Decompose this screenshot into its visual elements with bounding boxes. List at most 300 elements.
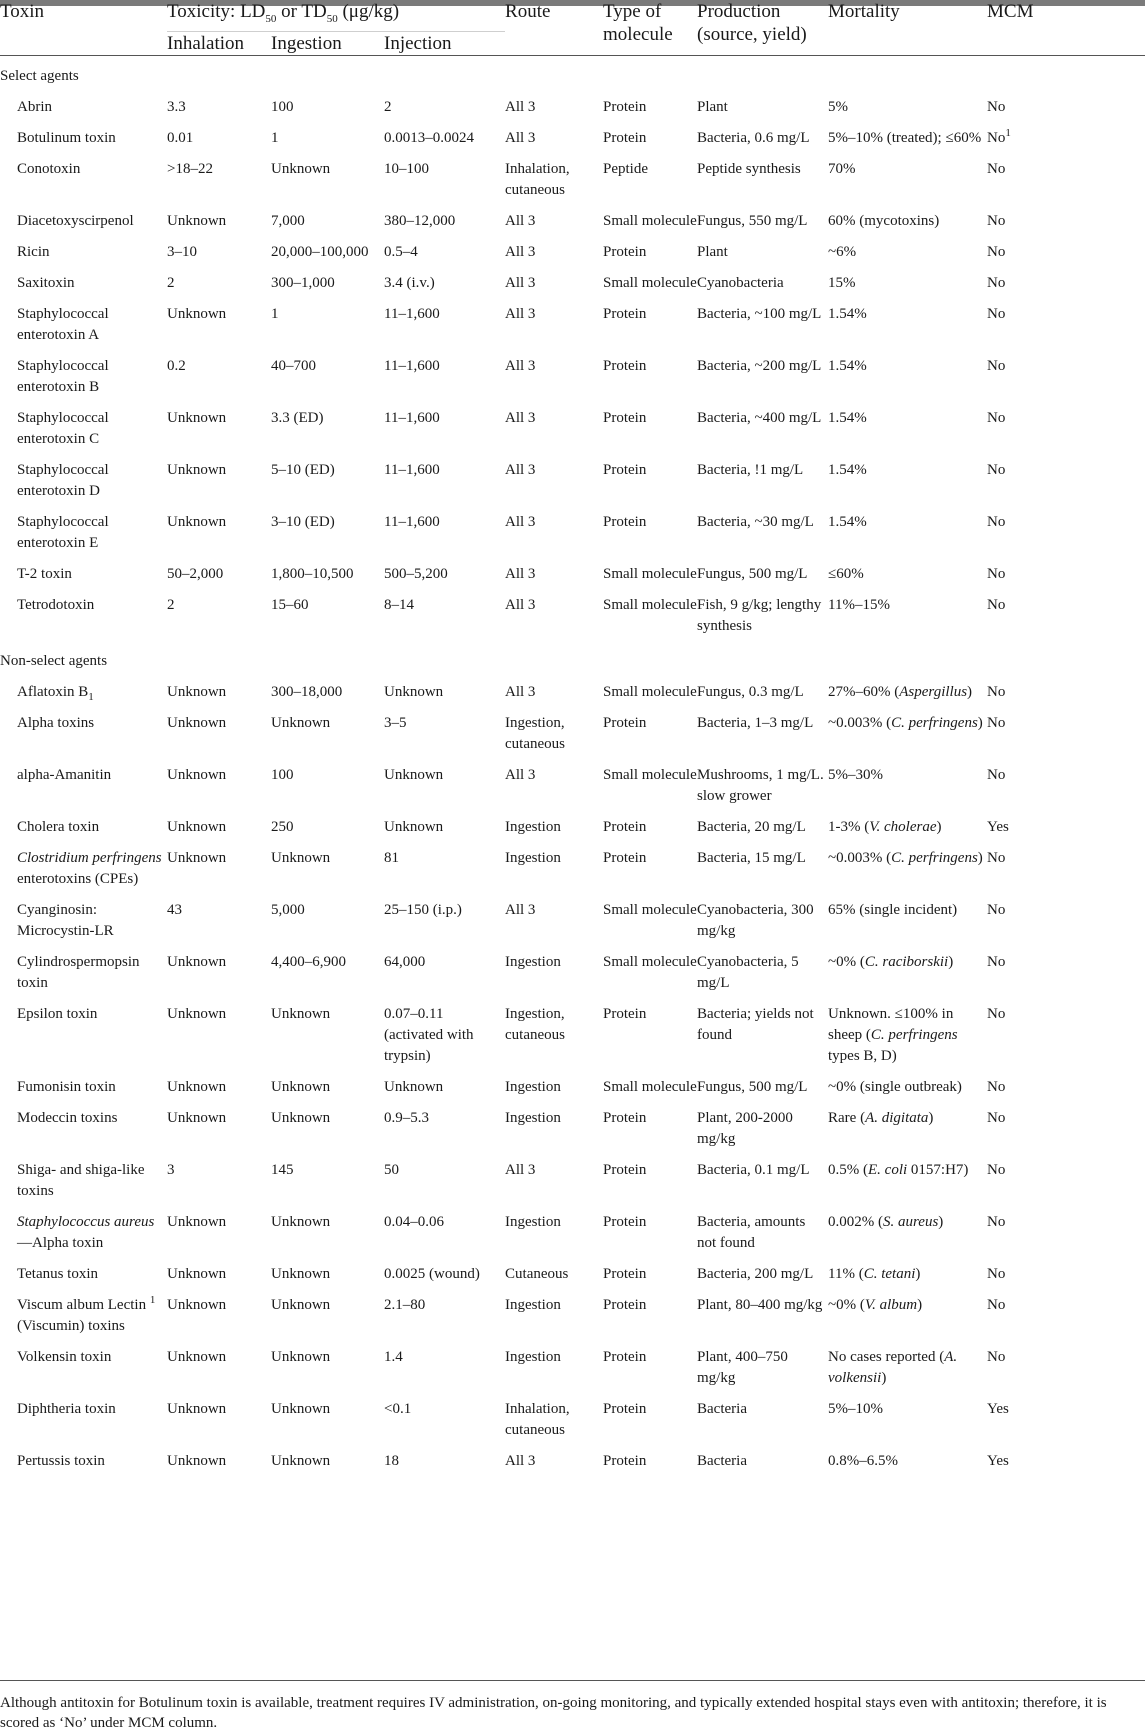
cell-inhalation: Unknown [167, 306, 227, 322]
select-agents-group [0, 56, 1145, 642]
cell-mortality: 0.5% (E. coli 0157:H7) [828, 1162, 969, 1178]
cell-mortality: ~0% (single outbreak) [828, 1079, 962, 1095]
cell-type: Small molecule [603, 767, 697, 783]
cell-mcm: No [987, 1110, 1006, 1126]
cell-route: All 3 [505, 1162, 536, 1178]
cell-inhalation: Unknown [167, 1079, 227, 1095]
cell-route: Ingestion [505, 850, 561, 866]
cell-mortality: 5%–10% [828, 1401, 884, 1417]
cell-production: Fungus, 0.3 mg/L [697, 684, 804, 700]
cell-ingestion: Unknown [271, 1110, 331, 1126]
cell-injection: 1.4 [384, 1349, 403, 1365]
cell-production: Plant, 200-2000 mg/kg [697, 1110, 793, 1147]
cell-production: Fungus, 550 mg/L [697, 213, 808, 229]
cell-injection: 11–1,600 [384, 410, 440, 426]
cell-inhalation: 2 [167, 275, 175, 291]
cell-route: Ingestion, cutaneous [505, 715, 565, 752]
cell-inhalation: Unknown [167, 850, 227, 866]
cell-inhalation: Unknown [167, 819, 227, 835]
table-row [0, 894, 1145, 946]
col-ingestion-header: Ingestion [271, 33, 342, 54]
cell-type: Protein [603, 1110, 647, 1126]
cell-injection: 0.07–0.11 (activated with trypsin) [384, 1006, 474, 1064]
cell-production: Bacteria, 20 mg/L [697, 819, 806, 835]
table-row [0, 998, 1145, 1071]
cell-route: Ingestion [505, 1349, 561, 1365]
cell-type: Protein [603, 358, 647, 374]
cell-production: Bacteria, ~400 mg/L [697, 410, 822, 426]
footnote: Although antitoxin for Botulinum toxin is available, treatment requires IV administration, on-going monitoring, and typically extended hospital stays even with antitoxin; therefore, it is scored as ‘No’ under MCM column. [0, 1680, 1145, 1733]
cell-mcm: No [987, 597, 1006, 613]
cell-route: Ingestion [505, 1214, 561, 1230]
cell-mortality: 27%–60% (Aspergillus) [828, 684, 973, 700]
cell-mortality: No cases reported (A. volkensii) [828, 1349, 958, 1386]
cell-injection: 500–5,200 [384, 566, 448, 582]
cell-mcm: No [987, 684, 1006, 700]
cell-mortality: 5% [828, 99, 849, 115]
cell-ingestion: 1 [271, 130, 279, 146]
cell-mortality: 0.002% (S. aureus) [828, 1214, 944, 1230]
cell-inhalation: 0.2 [167, 358, 186, 374]
cell-ingestion: 7,000 [271, 213, 305, 229]
cell-type: Protein [603, 244, 647, 260]
cell-inhalation: Unknown [167, 1266, 227, 1282]
cell-injection: 0.9–5.3 [384, 1110, 429, 1126]
cell-type: Protein [603, 514, 647, 530]
cell-mcm: No [987, 213, 1006, 229]
table-row [0, 350, 1145, 402]
cell-mortality: ≤60% [828, 566, 864, 582]
cell-inhalation: Unknown [167, 715, 227, 731]
cell-production: Bacteria [697, 1453, 747, 1469]
cell-inhalation: 2 [167, 597, 175, 613]
cell-mcm: No [987, 1006, 1006, 1022]
cell-production: Peptide synthesis [697, 161, 801, 177]
cell-type: Small molecule [603, 684, 697, 700]
cell-ingestion: 100 [271, 99, 294, 115]
cell-mortality: 65% (single incident) [828, 902, 958, 918]
cell-ingestion: Unknown [271, 1453, 331, 1469]
cell-injection: 11–1,600 [384, 462, 440, 478]
cell-ingestion: Unknown [271, 1214, 331, 1230]
cell-route: Inhalation, cutaneous [505, 1401, 570, 1438]
table-row [0, 589, 1145, 641]
table-row [0, 267, 1145, 298]
cell-production: Fungus, 500 mg/L [697, 1079, 808, 1095]
cell-ingestion: Unknown [271, 850, 331, 866]
col-route-header: Route [505, 1, 551, 22]
cell-mortality: ~0.003% (C. perfringens) [828, 715, 983, 731]
cell-injection: 2.1–80 [384, 1297, 426, 1313]
cell-inhalation: >18–22 [167, 161, 213, 177]
cell-injection: 50 [384, 1162, 399, 1178]
cell-inhalation: Unknown [167, 410, 227, 426]
col-type-header: Type of molecule [603, 1, 673, 45]
cell-inhalation: Unknown [167, 1349, 227, 1365]
cell-inhalation: Unknown [167, 1401, 227, 1417]
table-row [0, 1445, 1145, 1476]
cell-injection: 3–5 [384, 715, 407, 731]
cell-type: Protein [603, 1401, 647, 1417]
col-production-header: Production (source, yield) [697, 1, 807, 45]
cell-mcm: No [987, 954, 1006, 970]
table-row [0, 1102, 1145, 1154]
cell-mcm: No [987, 1266, 1006, 1282]
cell-route: All 3 [505, 462, 536, 478]
cell-injection: 2 [384, 99, 392, 115]
cell-injection: 0.5–4 [384, 244, 418, 260]
cell-ingestion: 300–1,000 [271, 275, 335, 291]
cell-inhalation: Unknown [167, 1453, 227, 1469]
cell-type: Small molecule [603, 1079, 697, 1095]
cell-inhalation: Unknown [167, 1006, 227, 1022]
cell-ingestion: 250 [271, 819, 294, 835]
cell-route: All 3 [505, 1453, 536, 1469]
cell-route: Ingestion [505, 1110, 561, 1126]
cell-route: All 3 [505, 684, 536, 700]
non-select-agents-group [0, 641, 1145, 1476]
cell-mcm: No [987, 1349, 1006, 1365]
table-row [0, 454, 1145, 506]
cell-route: All 3 [505, 902, 536, 918]
cell-type: Protein [603, 462, 647, 478]
cell-injection: Unknown [384, 767, 444, 783]
cell-type: Protein [603, 1214, 647, 1230]
cell-ingestion: 5,000 [271, 902, 305, 918]
cell-type: Protein [603, 99, 647, 115]
cell-injection: Unknown [384, 684, 444, 700]
cell-mortality: 1.54% [828, 306, 867, 322]
cell-mortality: 1.54% [828, 358, 867, 374]
table-header [0, 0, 1145, 56]
cell-type: Protein [603, 1006, 647, 1022]
cell-ingestion: 1 [271, 306, 279, 322]
cell-mcm: No [987, 306, 1006, 322]
cell-type: Protein [603, 1349, 647, 1365]
cell-injection: Unknown [384, 1079, 444, 1095]
cell-type: Protein [603, 850, 647, 866]
cell-inhalation: Unknown [167, 1297, 227, 1313]
table-row [0, 298, 1145, 350]
table-row [0, 506, 1145, 558]
cell-type: Small molecule [603, 275, 697, 291]
cell-toxin: Staphylococcal enterotoxin E [17, 514, 109, 551]
cell-injection: 11–1,600 [384, 306, 440, 322]
col-toxin-header: Toxin [0, 1, 45, 22]
cell-type: Small molecule [603, 597, 697, 613]
cell-production: Plant [697, 244, 728, 260]
group-label-nonselect: Non-select agents [0, 653, 108, 669]
cell-production: Bacteria [697, 1401, 747, 1417]
cell-production: Bacteria, ~30 mg/L [697, 514, 814, 530]
cell-mortality: 11% (C. tetani) [828, 1266, 921, 1282]
table-row [0, 236, 1145, 267]
cell-toxin: Pertussis toxin [17, 1453, 105, 1469]
col-inhalation-header: Inhalation [167, 33, 245, 54]
cell-injection: 11–1,600 [384, 514, 440, 530]
table-row [0, 558, 1145, 589]
cell-route: All 3 [505, 99, 536, 115]
cell-inhalation: 50–2,000 [167, 566, 224, 582]
cell-ingestion: 4,400–6,900 [271, 954, 346, 970]
cell-type: Protein [603, 819, 647, 835]
cell-type: Protein [603, 1297, 647, 1313]
cell-mcm: No [987, 275, 1006, 291]
cell-ingestion: 15–60 [271, 597, 309, 613]
cell-route: All 3 [505, 130, 536, 146]
cell-injection: 0.04–0.06 [384, 1214, 444, 1230]
table-row [0, 946, 1145, 998]
cell-toxin: Staphylococcal enterotoxin D [17, 462, 109, 499]
cell-mortality: 1.54% [828, 462, 867, 478]
cell-type: Small molecule [603, 566, 697, 582]
cell-injection: 380–12,000 [384, 213, 456, 229]
toxicity-header-text: Toxicity: $LD_{50}$ or $TD_{50}$ (μg/kg) [167, 0, 505, 32]
cell-route: All 3 [505, 410, 536, 426]
cell-injection: 25–150 (i.p.) [384, 902, 462, 918]
cell-toxin: Diphtheria toxin [17, 1401, 116, 1417]
cell-ingestion: 3.3 (ED) [271, 410, 324, 426]
cell-injection: 81 [384, 850, 399, 866]
cell-toxin: Alpha toxins [17, 715, 95, 731]
col-mcm-header: MCM [987, 1, 1034, 22]
cell-route: Cutaneous [505, 1266, 569, 1282]
cell-injection: 0.0013–0.0024 [384, 130, 474, 146]
cell-ingestion: Unknown [271, 1297, 331, 1313]
cell-route: All 3 [505, 306, 536, 322]
cell-ingestion: Unknown [271, 1349, 331, 1365]
cell-toxin: alpha-Amanitin [17, 767, 112, 783]
cell-mortality: 70% [828, 161, 856, 177]
cell-mcm: No [987, 715, 1006, 731]
cell-type: Small molecule [603, 902, 697, 918]
table-row [0, 1154, 1145, 1206]
cell-ingestion: Unknown [271, 1079, 331, 1095]
cell-production: Bacteria, 0.1 mg/L [697, 1162, 810, 1178]
cell-toxin: Aflatoxin $B_1$ [17, 684, 94, 703]
cell-mcm: No [987, 1079, 1006, 1095]
cell-production: Bacteria, 1–3 mg/L [697, 715, 814, 731]
cell-toxin: Modeccin toxins [17, 1110, 118, 1126]
table-row [0, 759, 1145, 811]
cell-mcm: No$^1$ [987, 127, 1011, 146]
col-mortality-header: Mortality [828, 1, 900, 22]
cell-production: Bacteria, !1 mg/L [697, 462, 804, 478]
cell-injection: 18 [384, 1453, 399, 1469]
cell-injection: <0.1 [384, 1401, 412, 1417]
cell-mcm: Yes [987, 819, 1009, 835]
cell-route: Inhalation, cutaneous [505, 161, 570, 198]
col-injection-header: Injection [384, 33, 452, 54]
cell-type: Protein [603, 1162, 647, 1178]
cell-toxin: Epsilon toxin [17, 1006, 98, 1022]
cell-mortality: ~0.003% (C. perfringens) [828, 850, 983, 866]
table-row [0, 1393, 1145, 1445]
cell-production: Bacteria, ~100 mg/L [697, 306, 822, 322]
cell-mcm: No [987, 410, 1006, 426]
cell-type: Protein [603, 715, 647, 731]
cell-production: Cyanobacteria, 300 mg/kg [697, 902, 814, 939]
cell-toxin: T-2 toxin [17, 566, 72, 582]
cell-production: Bacteria, 0.6 mg/L [697, 130, 810, 146]
cell-mortality: 0.8%–6.5% [828, 1453, 899, 1469]
table-row [0, 1341, 1145, 1393]
cell-ingestion: 1,800–10,500 [271, 566, 354, 582]
cell-ingestion: 145 [271, 1162, 294, 1178]
cell-toxin: Staphylococcus aureus—Alpha toxin [17, 1214, 155, 1251]
cell-inhalation: 43 [167, 902, 182, 918]
cell-mcm: No [987, 161, 1006, 177]
cell-production: Fish, 9 g/kg; lengthy synthesis [697, 597, 822, 634]
table-row [0, 707, 1145, 759]
cell-production: Plant, 80–400 mg/kg [697, 1297, 823, 1313]
cell-toxin: Cyanginosin: Microcystin-LR [17, 902, 114, 939]
cell-toxin: Clostridium perfringens enterotoxins (CPEs) [17, 850, 162, 887]
cell-ingestion: 300–18,000 [271, 684, 343, 700]
cell-ingestion: 40–700 [271, 358, 316, 374]
table-row [0, 402, 1145, 454]
cell-toxin: Tetanus toxin [17, 1266, 99, 1282]
cell-mcm: No [987, 902, 1006, 918]
cell-toxin: Conotoxin [17, 161, 81, 177]
cell-ingestion: Unknown [271, 1401, 331, 1417]
cell-mortality: 15% [828, 275, 856, 291]
cell-production: Bacteria, 15 mg/L [697, 850, 806, 866]
cell-inhalation: 3.3 [167, 99, 186, 115]
table-row [0, 1258, 1145, 1289]
col-toxicity-header [167, 0, 505, 32]
cell-inhalation: Unknown [167, 954, 227, 970]
cell-inhalation: Unknown [167, 514, 227, 530]
cell-mcm: No [987, 1214, 1006, 1230]
cell-route: All 3 [505, 767, 536, 783]
cell-toxin: Tetrodotoxin [17, 597, 95, 613]
cell-mcm: No [987, 566, 1006, 582]
cell-ingestion: Unknown [271, 161, 331, 177]
cell-mortality: 1-3% (V. cholerae) [828, 819, 942, 835]
cell-mcm: Yes [987, 1453, 1009, 1469]
cell-toxin: Saxitoxin [17, 275, 75, 291]
cell-ingestion: 3–10 (ED) [271, 514, 335, 530]
cell-mcm: No [987, 99, 1006, 115]
table-row [0, 1289, 1145, 1341]
cell-toxin: Fumonisin toxin [17, 1079, 116, 1095]
cell-type: Protein [603, 1266, 647, 1282]
cell-toxin: Viscum album Lectin $^1$ (Viscumin) toxins [17, 1294, 156, 1334]
cell-production: Bacteria, ~200 mg/L [697, 358, 822, 374]
table-row [0, 91, 1145, 122]
cell-inhalation: Unknown [167, 767, 227, 783]
cell-production: Bacteria; yields not found [697, 1006, 814, 1043]
cell-toxin: Cholera toxin [17, 819, 100, 835]
cell-route: All 3 [505, 566, 536, 582]
cell-inhalation: 0.01 [167, 130, 194, 146]
table-row [0, 1071, 1145, 1102]
cell-mcm: No [987, 358, 1006, 374]
cell-mortality: 1.54% [828, 410, 867, 426]
cell-mortality: 1.54% [828, 514, 867, 530]
cell-mcm: Yes [987, 1401, 1009, 1417]
cell-route: All 3 [505, 597, 536, 613]
table-row [0, 842, 1145, 894]
cell-ingestion: 5–10 (ED) [271, 462, 335, 478]
cell-mcm: No [987, 767, 1006, 783]
cell-route: Ingestion [505, 954, 561, 970]
cell-injection: 0.0025 (wound) [384, 1266, 480, 1282]
cell-production: Plant [697, 99, 728, 115]
cell-injection: 3.4 (i.v.) [384, 275, 435, 291]
cell-mcm: No [987, 244, 1006, 260]
cell-type: Protein [603, 130, 647, 146]
table-row [0, 205, 1145, 236]
table-row [0, 811, 1145, 842]
cell-route: All 3 [505, 514, 536, 530]
cell-toxin: Diacetoxyscirpenol [17, 213, 134, 229]
cell-type: Protein [603, 1453, 647, 1469]
cell-production: Cyanobacteria, 5 mg/L [697, 954, 799, 991]
cell-production: Cyanobacteria [697, 275, 784, 291]
cell-production: Plant, 400–750 mg/kg [697, 1349, 788, 1386]
cell-mortality: 5%–10% (treated); ≤60% [828, 130, 982, 146]
cell-ingestion: Unknown [271, 1006, 331, 1022]
cell-route: Ingestion [505, 819, 561, 835]
cell-type: Protein [603, 306, 647, 322]
cell-ingestion: Unknown [271, 1266, 331, 1282]
cell-production: Fungus, 500 mg/L [697, 566, 808, 582]
cell-inhalation: 3 [167, 1162, 175, 1178]
cell-ingestion: 20,000–100,000 [271, 244, 369, 260]
cell-route: All 3 [505, 275, 536, 291]
cell-inhalation: Unknown [167, 684, 227, 700]
cell-toxin: Ricin [17, 244, 50, 260]
cell-toxin: Staphylococcal enterotoxin B [17, 358, 109, 395]
cell-route: All 3 [505, 213, 536, 229]
cell-mortality: Rare (A. digitata) [828, 1110, 934, 1126]
cell-type: Small molecule [603, 954, 697, 970]
cell-inhalation: 3–10 [167, 244, 197, 260]
cell-mortality: 5%–30% [828, 767, 884, 783]
cell-inhalation: Unknown [167, 462, 227, 478]
cell-mcm: No [987, 850, 1006, 866]
cell-route: Ingestion, cutaneous [505, 1006, 565, 1043]
cell-toxin: Shiga- and shiga-like toxins [17, 1162, 145, 1199]
cell-inhalation: Unknown [167, 213, 227, 229]
table-row [0, 122, 1145, 153]
cell-type: Peptide [603, 161, 649, 177]
cell-route: All 3 [505, 358, 536, 374]
cell-toxin: Botulinum toxin [17, 130, 116, 146]
cell-route: Ingestion [505, 1297, 561, 1313]
cell-type: Protein [603, 410, 647, 426]
cell-route: Ingestion [505, 1079, 561, 1095]
cell-mcm: No [987, 514, 1006, 530]
cell-mortality: 11%–15% [828, 597, 890, 613]
cell-route: All 3 [505, 244, 536, 260]
cell-production: Mushrooms, 1 mg/L. slow grower [697, 767, 824, 804]
cell-injection: Unknown [384, 819, 444, 835]
cell-inhalation: Unknown [167, 1110, 227, 1126]
cell-mortality: Unknown. ≤100% in sheep (C. perfringens types B, D) [828, 1006, 958, 1064]
cell-injection: 11–1,600 [384, 358, 440, 374]
cell-production: Bacteria, 200 mg/L [697, 1266, 814, 1282]
cell-toxin: Staphylococcal enterotoxin C [17, 410, 109, 447]
cell-toxin: Abrin [17, 99, 52, 115]
cell-injection: 10–100 [384, 161, 429, 177]
cell-toxin: Volkensin toxin [17, 1349, 112, 1365]
cell-mcm: No [987, 1162, 1006, 1178]
cell-mcm: No [987, 1297, 1006, 1313]
cell-inhalation: Unknown [167, 1214, 227, 1230]
